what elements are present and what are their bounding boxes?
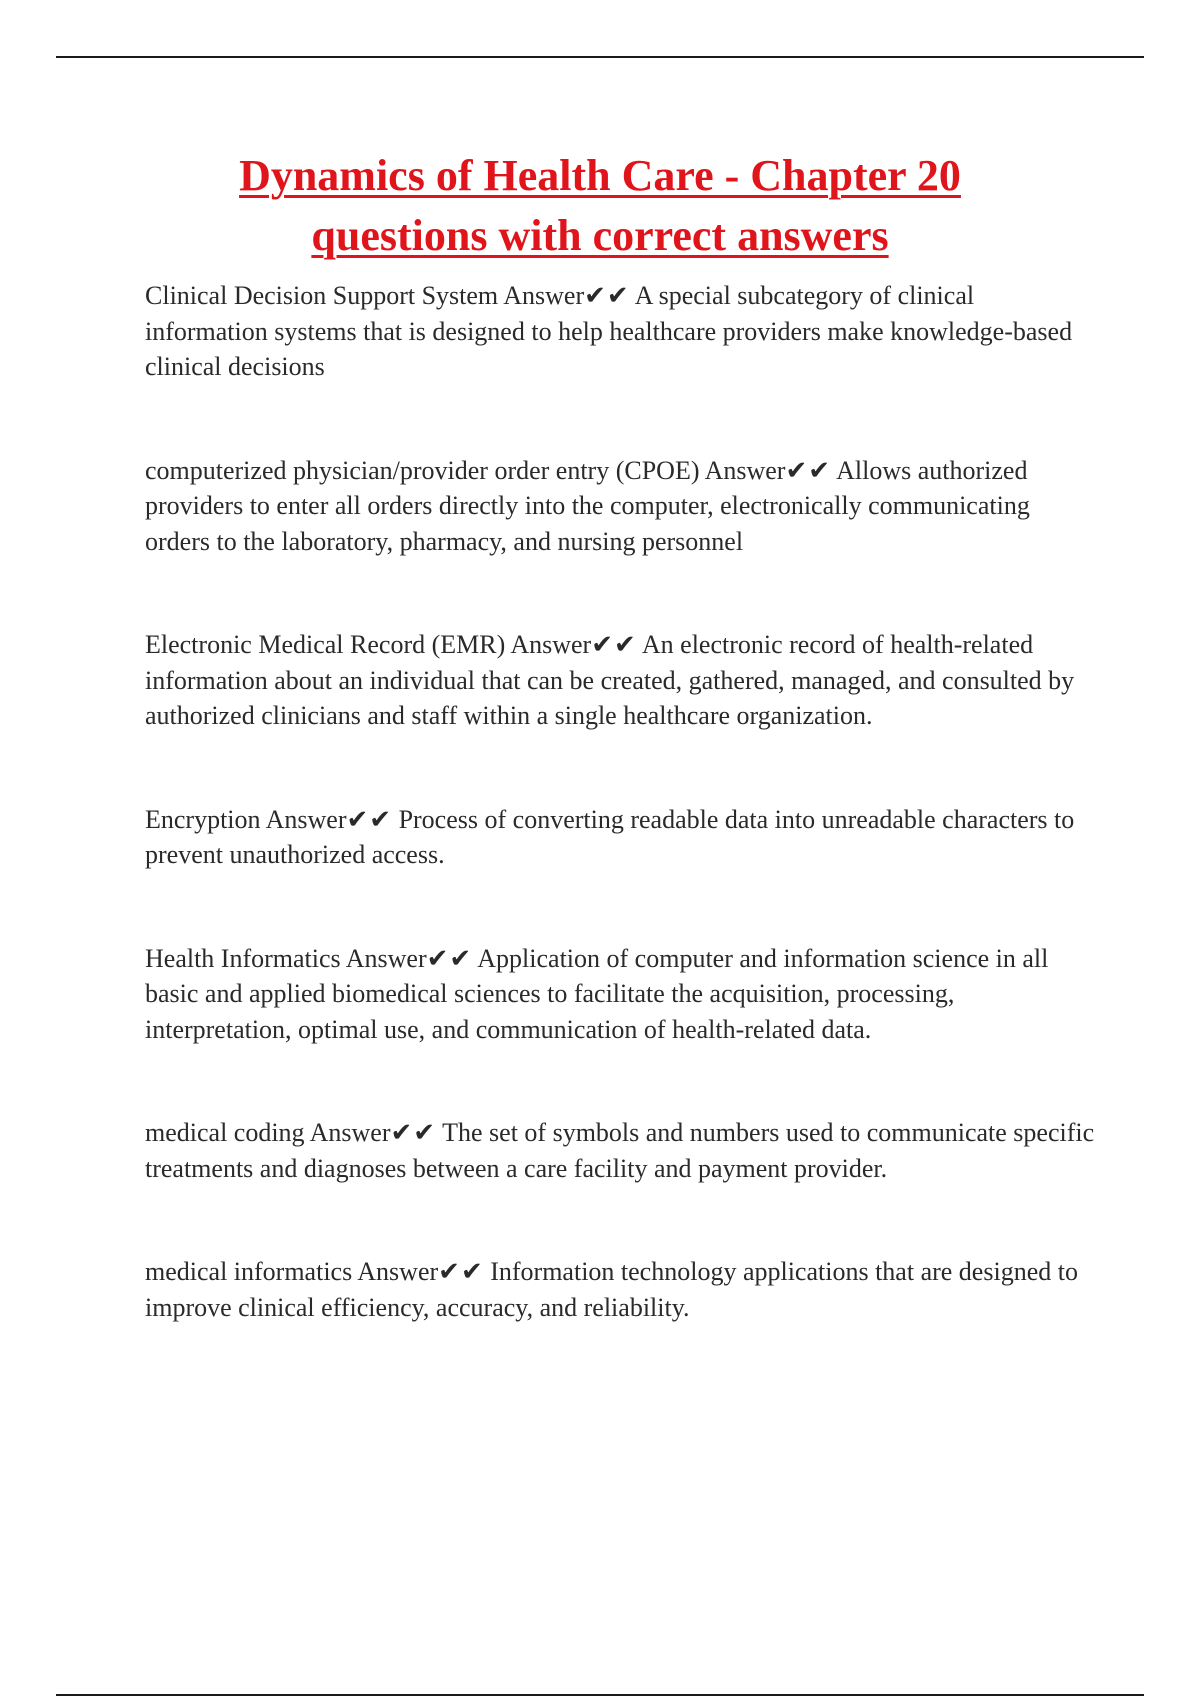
answer-label: Answer — [704, 455, 786, 485]
double-check-icon: ✔✔ — [390, 1118, 437, 1147]
flashcard-entry — [145, 802, 1095, 873]
entry-definition: Application of computer and information science in all basic and applied biomedical sciences to facilitate the acquisition, processing, interpretation, optimal use, and communication of health-related data. — [145, 943, 1049, 1044]
answer-label: Answer — [357, 1257, 439, 1286]
entry-definition: An electronic record of health-related information about an individual that can be created, gathered, managed, and consulted by authorized clinicians and staff within a single healthcare organization. — [145, 630, 1075, 730]
page-title — [120, 146, 1080, 266]
flashcard-entry — [145, 453, 1095, 560]
answer-label: Answer — [503, 281, 585, 310]
flashcard-entry — [145, 278, 1095, 385]
double-check-icon: ✔✔ — [785, 455, 832, 485]
entry-term: Clinical Decision Support System — [145, 281, 499, 310]
entry-term: Health Informatics — [145, 943, 341, 973]
answer-label: Answer — [510, 630, 592, 659]
flashcard-entry — [145, 1115, 1095, 1186]
double-check-icon: ✔✔ — [346, 804, 393, 834]
flashcard-list — [145, 278, 1095, 1325]
double-check-icon: ✔✔ — [438, 1257, 484, 1286]
flashcard-entry — [145, 627, 1095, 734]
double-check-icon: ✔✔ — [591, 630, 637, 659]
entry-definition: Information technology applications that are designed to improve clinical efficiency, accuracy, and reliability. — [145, 1257, 1078, 1322]
entry-term: medical informatics — [145, 1257, 353, 1286]
top-rule — [56, 56, 1144, 58]
double-check-icon: ✔✔ — [584, 281, 630, 310]
answer-label: Answer — [345, 943, 427, 973]
double-check-icon: ✔✔ — [426, 943, 473, 973]
flashcard-entry — [145, 941, 1095, 1048]
answer-label: Answer — [309, 1118, 391, 1147]
entry-definition: A special subcategory of clinical information systems that is designed to help healthcare providers make knowledge-based clinical decisions — [145, 281, 1073, 381]
entry-definition: The set of symbols and numbers used to communicate specific treatments and diagnoses between a care facility and payment provider. — [145, 1118, 1095, 1183]
page-title-line-1: Dynamics of Health Care - Chapter 20 — [239, 151, 961, 200]
entry-definition: Allows authorized providers to enter all orders directly into the computer, electronically communicating orders to the laboratory, pharmacy, and nursing personnel — [145, 455, 1030, 556]
answer-label: Answer — [265, 804, 347, 834]
bottom-rule — [56, 1694, 1144, 1696]
entry-definition: Process of converting readable data into unreadable characters to prevent unauthorized access. — [145, 804, 1075, 869]
entry-term: Encryption — [145, 804, 261, 834]
page-title-line-2: questions with correct answers — [311, 211, 889, 260]
entry-term: medical coding — [145, 1118, 305, 1147]
entry-term: computerized physician/provider order entry (CPOE) — [145, 455, 700, 485]
flashcard-entry — [145, 1254, 1095, 1325]
entry-term: Electronic Medical Record (EMR) — [145, 630, 506, 659]
